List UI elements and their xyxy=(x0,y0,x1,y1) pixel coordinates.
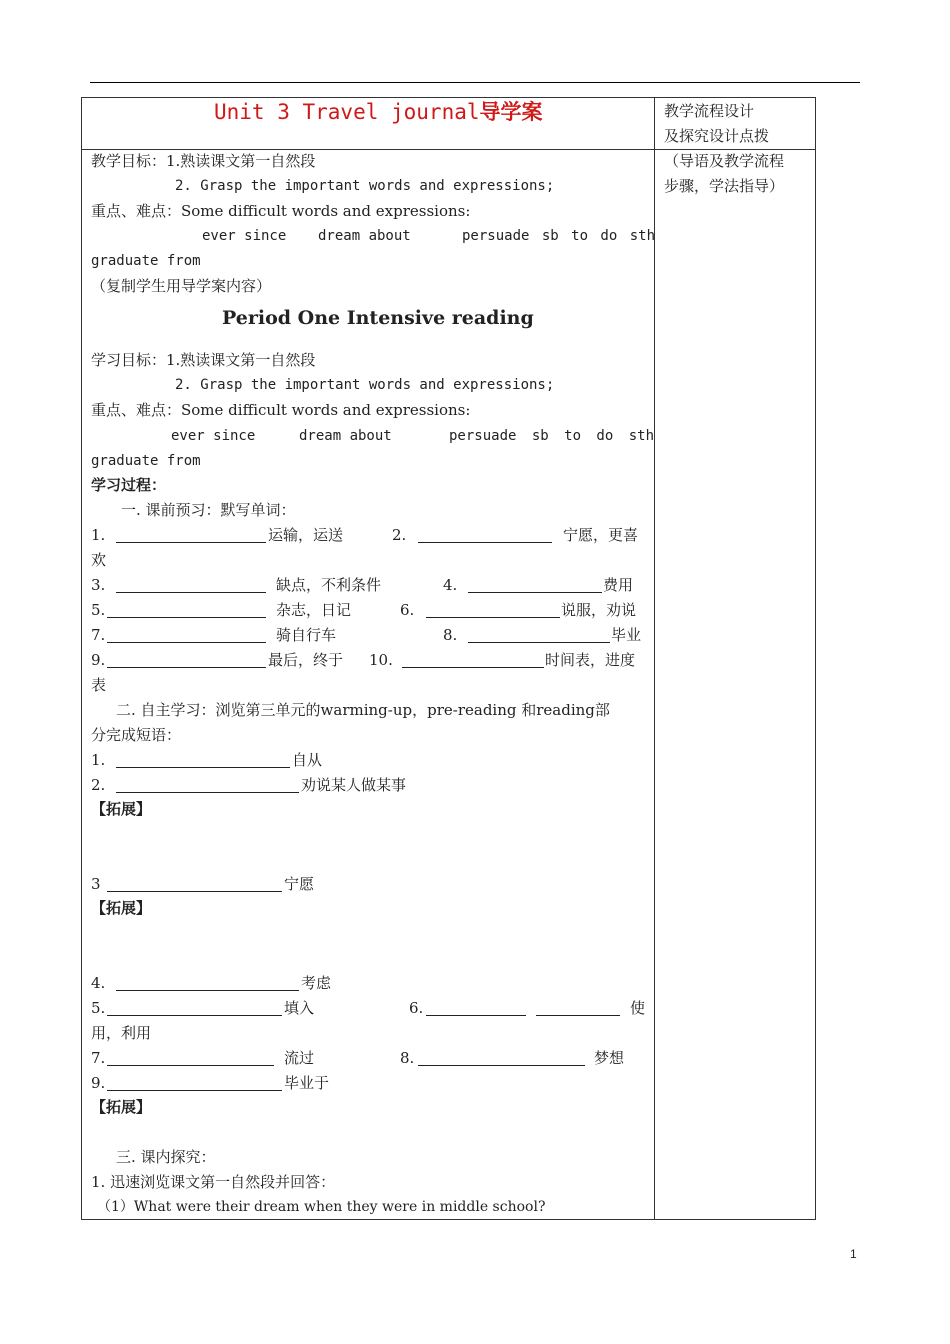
section-3-question-1-a: （1）What were their dream when they were in middle school? xyxy=(97,1199,546,1215)
vocab-meaning-2-cont: 欢 xyxy=(91,551,107,569)
vocab-number-4: 4. xyxy=(443,576,458,594)
vocab-blank-3[interactable] xyxy=(116,578,266,593)
phrase-meaning-6: 使 xyxy=(630,999,646,1017)
learning-goal-1: 学习目标：1.熟读课文第一自然段 xyxy=(91,351,316,369)
vocab-blank-2[interactable] xyxy=(418,528,552,543)
vocab-number-3: 3. xyxy=(91,576,106,594)
vocab-number-5: 5. xyxy=(91,601,106,619)
vocab-number-10: 10. xyxy=(369,651,393,669)
phrase-meaning-9: 毕业于 xyxy=(284,1074,330,1092)
teaching-goal-2: 2. Grasp the important words and expressions; xyxy=(175,178,555,194)
learning-process-heading: 学习过程： xyxy=(91,476,167,494)
phrase-blank-6b[interactable] xyxy=(536,1001,620,1016)
vocab-meaning-4: 费用 xyxy=(603,576,634,594)
vocab-number-8: 8. xyxy=(443,626,458,644)
section-3-question-1: 1. 迅速浏览课文第一自然段并回答： xyxy=(91,1173,336,1191)
vocab-meaning-8: 毕业 xyxy=(611,626,642,644)
vocab-blank-5[interactable] xyxy=(107,603,266,618)
learning-word-dream-about: dream about xyxy=(299,428,392,444)
page-number: 1 xyxy=(850,1247,857,1261)
vocab-meaning-6: 说服，劝说 xyxy=(561,601,637,619)
teaching-word-graduate: graduate from xyxy=(91,253,201,269)
vocab-blank-4[interactable] xyxy=(468,578,602,593)
page-title: Unit 3 Travel journal导学案 xyxy=(214,100,543,124)
vocab-blank-9[interactable] xyxy=(107,653,266,668)
extension-label-1: 【拓展】 xyxy=(91,800,152,818)
phrase-meaning-6-cont: 用，利用 xyxy=(91,1024,152,1042)
phrase-number-3: 3 xyxy=(91,875,101,893)
side-heading-line-2: 及探究设计点拨 xyxy=(664,127,770,145)
phrase-number-1: 1. xyxy=(91,751,106,769)
learning-key-points: 重点、难点：Some difficult words and expressions: xyxy=(91,401,471,419)
header-row-divider xyxy=(82,149,815,150)
phrase-blank-6a[interactable] xyxy=(426,1001,526,1016)
phrase-blank-8[interactable] xyxy=(418,1051,585,1066)
vocab-meaning-10: 时间表，进度 xyxy=(545,651,636,669)
vocab-meaning-2: 宁愿，更喜 xyxy=(563,526,639,544)
period-title: Period One Intensive reading xyxy=(222,307,534,329)
section-2-heading-cont: 分完成短语： xyxy=(91,726,182,744)
vocab-meaning-7: 骑自行车 xyxy=(276,626,337,644)
phrase-blank-1[interactable] xyxy=(116,753,290,768)
phrase-number-8: 8. xyxy=(400,1049,415,1067)
learning-goal-2: 2. Grasp the important words and expressions; xyxy=(175,377,555,393)
vocab-number-6: 6. xyxy=(400,601,415,619)
vocab-blank-8[interactable] xyxy=(468,628,610,643)
vocab-meaning-3: 缺点，不利条件 xyxy=(276,576,382,594)
vocab-blank-10[interactable] xyxy=(402,653,544,668)
teaching-word-ever-since: ever since xyxy=(202,228,287,244)
phrase-meaning-7: 流过 xyxy=(284,1049,315,1067)
phrase-meaning-5: 填入 xyxy=(284,999,315,1017)
phrase-number-5: 5. xyxy=(91,999,106,1017)
side-note-line-1: （导语及教学流程 xyxy=(664,152,785,170)
vocab-blank-7[interactable] xyxy=(107,628,266,643)
header-rule xyxy=(90,82,860,83)
phrase-meaning-8: 梦想 xyxy=(594,1049,625,1067)
vocab-meaning-1: 运输，运送 xyxy=(268,526,344,544)
section-2-heading: 二. 自主学习：浏览第三单元的warming-up，pre-reading 和reading部 xyxy=(116,701,610,719)
vocab-number-9: 9. xyxy=(91,651,106,669)
vocab-blank-1[interactable] xyxy=(116,528,266,543)
copy-note: （复制学生用导学案内容） xyxy=(91,277,272,295)
phrase-blank-7[interactable] xyxy=(107,1051,274,1066)
section-3-heading: 三. 课内探究： xyxy=(116,1148,216,1166)
teaching-key-points: 重点、难点：Some difficult words and expressions: xyxy=(91,202,471,220)
phrase-number-7: 7. xyxy=(91,1049,106,1067)
teaching-word-persuade: persuade sb to do sth xyxy=(462,228,656,244)
extension-label-2: 【拓展】 xyxy=(91,899,152,917)
extension-label-3: 【拓展】 xyxy=(91,1098,152,1116)
section-1-heading: 一. 课前预习：默写单词： xyxy=(121,501,296,519)
phrase-blank-3[interactable] xyxy=(107,877,282,892)
phrase-number-6: 6. xyxy=(409,999,424,1017)
learning-word-graduate: graduate from xyxy=(91,453,201,469)
phrase-meaning-2: 劝说某人做某事 xyxy=(301,776,407,794)
vocab-number-1: 1. xyxy=(91,526,106,544)
vocab-number-7: 7. xyxy=(91,626,106,644)
phrase-number-2: 2. xyxy=(91,776,106,794)
phrase-number-9: 9. xyxy=(91,1074,106,1092)
phrase-meaning-4: 考虑 xyxy=(301,974,332,992)
phrase-meaning-3: 宁愿 xyxy=(284,875,315,893)
teaching-goal-1: 教学目标：1.熟读课文第一自然段 xyxy=(91,152,316,170)
side-heading-line-1: 教学流程设计 xyxy=(664,102,755,120)
phrase-blank-4[interactable] xyxy=(116,976,299,991)
vocab-blank-6[interactable] xyxy=(426,603,560,618)
learning-word-persuade: persuade sb to do sth xyxy=(449,428,655,444)
phrase-blank-5[interactable] xyxy=(107,1001,282,1016)
vocab-meaning-9: 最后，终于 xyxy=(268,651,344,669)
teaching-word-dream-about: dream about xyxy=(318,228,411,244)
phrase-meaning-1: 自从 xyxy=(292,751,323,769)
vocab-meaning-10-cont: 表 xyxy=(91,676,107,694)
side-note-line-2: 步骤，学法指导） xyxy=(664,177,785,195)
phrase-blank-9[interactable] xyxy=(107,1076,282,1091)
learning-word-ever-since: ever since xyxy=(171,428,256,444)
phrase-number-4: 4. xyxy=(91,974,106,992)
column-divider xyxy=(654,98,655,1219)
vocab-meaning-5: 杂志，日记 xyxy=(276,601,352,619)
vocab-number-2: 2. xyxy=(392,526,407,544)
phrase-blank-2[interactable] xyxy=(116,778,299,793)
